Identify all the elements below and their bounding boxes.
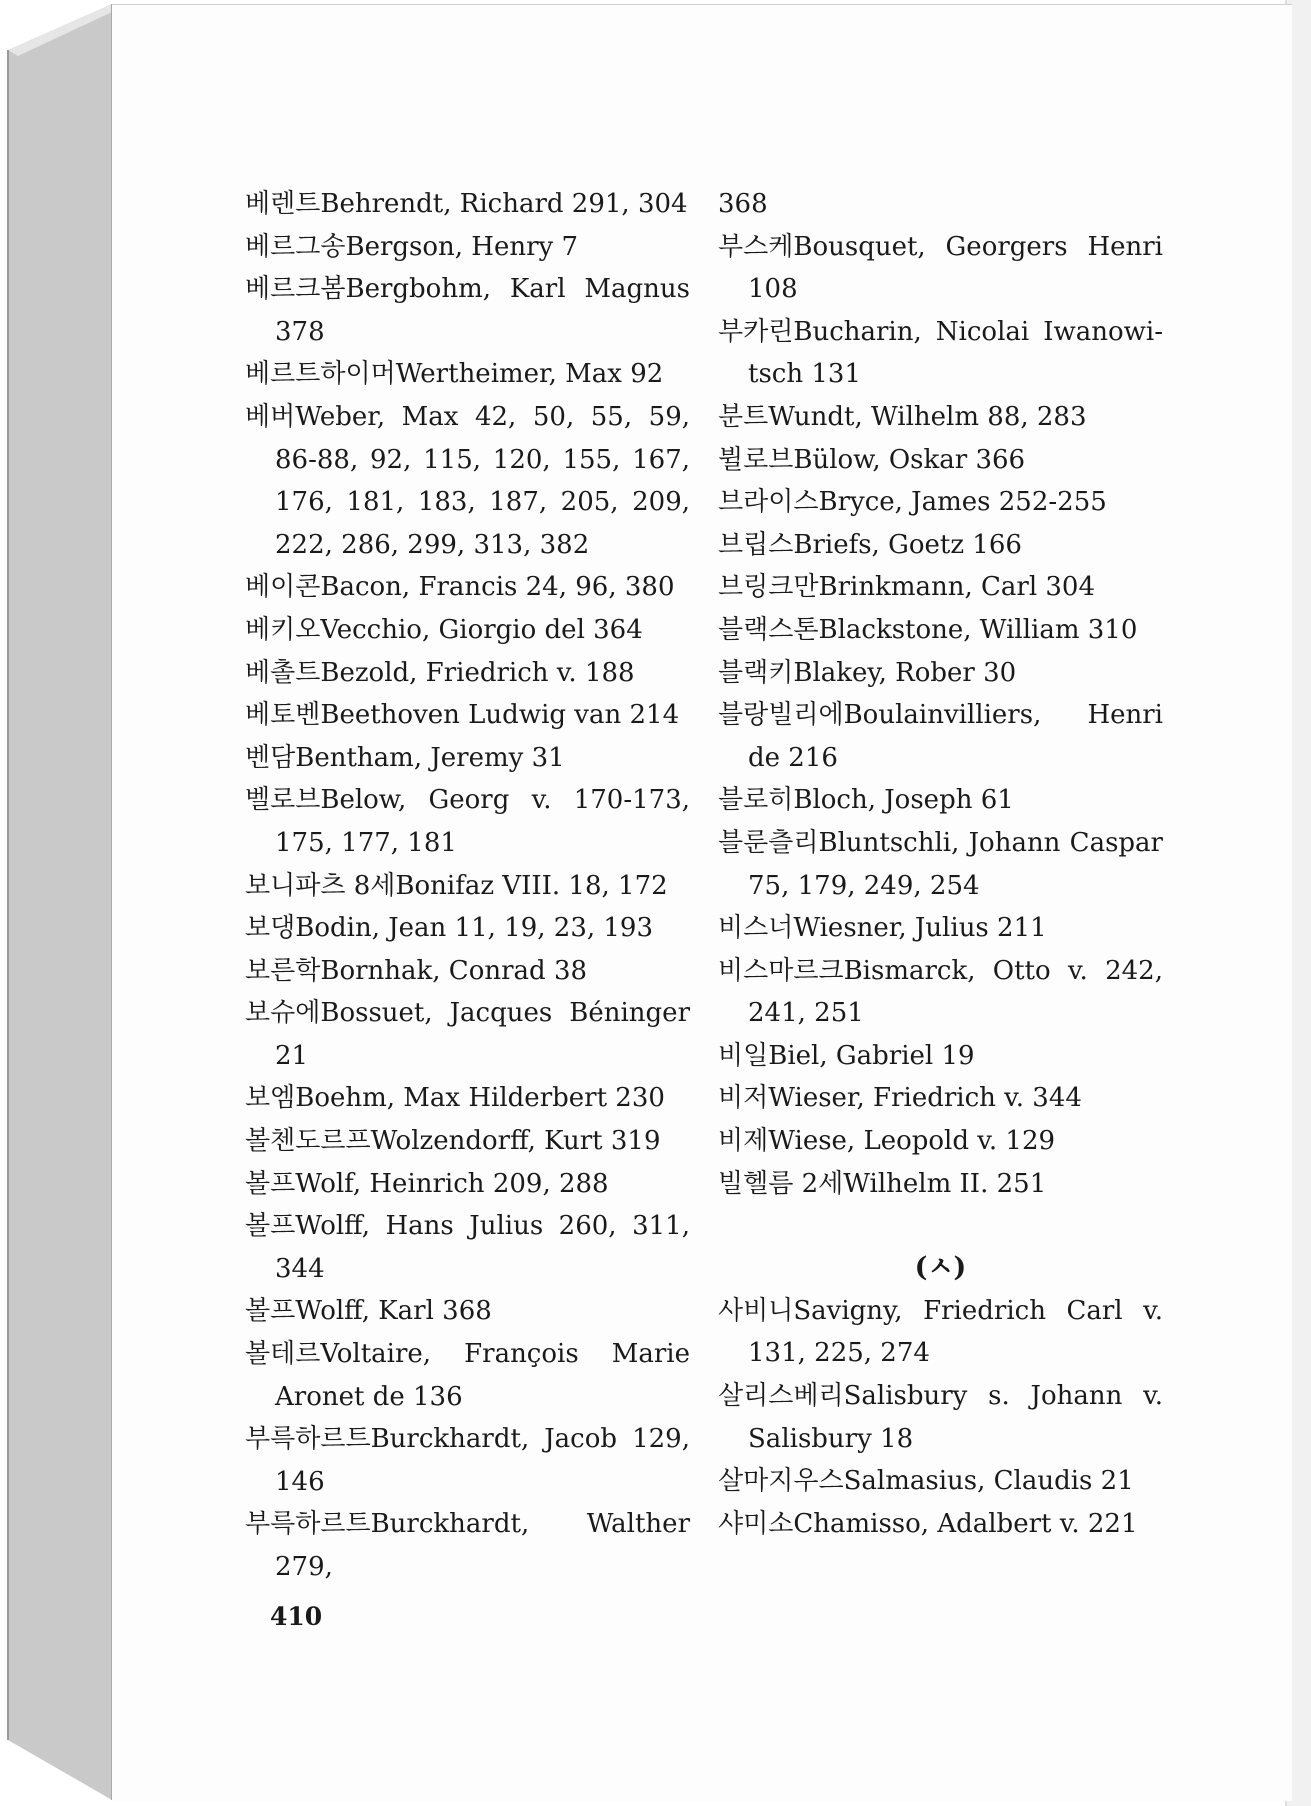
index-entry: 분트Wundt, Wilhelm 88, 283 xyxy=(718,401,1087,432)
index-entry: 보댕Bodin, Jean 11, 19, 23, 193 xyxy=(245,913,654,944)
index-entry: 부륵하르트Burckhardt, Walther 279, xyxy=(245,1509,690,1582)
index-entry: 브립스Briefs, Goetz 166 xyxy=(718,529,1022,560)
index-entry: 베촐트Bezold, Friedrich v. 188 xyxy=(245,657,635,688)
index-entry: 볼프Wolff, Hans Julius 260, 311, 344 xyxy=(245,1211,690,1284)
index-entry: 비제Wiese, Leopold v. 129 xyxy=(718,1126,1056,1157)
index-entry: 벨로브Below, Georg v. 170-173, 175, 177, 181 xyxy=(245,785,690,858)
index-entry: 브링크만Brinkmann, Carl 304 xyxy=(718,572,1096,603)
index-entry: 베르크봄Bergbohm, Karl Magnus 378 xyxy=(245,274,690,347)
index-entry: 뷜로브Bülow, Oskar 366 xyxy=(718,444,1026,475)
index-entry: 베르그송Bergson, Henry 7 xyxy=(245,231,579,262)
index-entry: 블랙스톤Blackstone, William 310 xyxy=(718,614,1138,645)
index-entry: 보슈에Bossuet, Jacques Béninger 21 xyxy=(245,998,690,1071)
index-entry: 베키오Vecchio, Giorgio del 364 xyxy=(245,614,643,645)
index-entry: 베버Weber, Max 42, 50, 55, 59, 86-88, 92, 115, 120, 155, 167, 176, 181, 183, 187, 205, 209, 222, 286, 299, 313, 382 xyxy=(245,401,690,560)
index-entry: 볼첸도르프Wolzendorff, Kurt 319 xyxy=(245,1126,661,1157)
index-entry: 샤미소Chamisso, Adalbert v. 221 xyxy=(718,1508,1138,1539)
index-entry: 살마지우스Salmasius, Claudis 21 xyxy=(718,1466,1134,1497)
index-entry: 보니파츠 8세Bonifaz VIII. 18, 172 xyxy=(245,870,668,901)
index-entry: 보엠Boehm, Max Hilderbert 230 xyxy=(245,1083,665,1114)
index-entry: 베르트하이머Wertheimer, Max 92 xyxy=(245,359,664,390)
index-column-left xyxy=(245,183,690,1589)
index-entry: 베렌트Behrendt, Richard 291, 304 xyxy=(245,189,688,219)
index-entry: 살리스베리Salisbury s. Johann v. Salisbury 18 xyxy=(718,1381,1163,1454)
index-entry: 보른학Bornhak, Conrad 38 xyxy=(245,955,588,986)
index-entry: 블룬츨리Bluntschli, Johann Caspar 75, 179, 249, 254 xyxy=(718,827,1163,901)
index-entry: 블로히Bloch, Joseph 61 xyxy=(718,785,1014,816)
index-entry: 볼프Wolff, Karl 368 xyxy=(245,1296,492,1327)
index-entry: 빌헬름 2세Wilhelm II. 251 xyxy=(718,1168,1047,1199)
index-entry: 베이콘Bacon, Francis 24, 96, 380 xyxy=(245,572,675,603)
index-entry: 블랙키Blakey, Rober 30 xyxy=(718,657,1017,688)
index-entry: 부카린Bucharin, Nicolai Iwanowi-tsch 131 xyxy=(718,316,1163,390)
index-entry: 볼테르Voltaire, François Marie Aronet de 136 xyxy=(245,1339,690,1412)
index-entry: 사비니Savigny, Friedrich Carl v. 131, 225, 274 xyxy=(718,1295,1163,1369)
index-entry: 비스너Wiesner, Julius 211 xyxy=(718,913,1047,944)
index-entry: 블랑빌리에Boulainvilliers, Henri de 216 xyxy=(718,700,1163,773)
section-heading: (ㅅ) xyxy=(914,1252,967,1284)
index-entry: 볼프Wolf, Heinrich 209, 288 xyxy=(245,1168,609,1199)
index-entry: 부륵하르트Burckhardt, Jacob 129, 146 xyxy=(245,1424,690,1497)
index-entry: 부스케Bousquet, Georgers Henri 108 xyxy=(718,231,1163,305)
index-entry: 비스마르크Bismarck, Otto v. 242, 241, 251 xyxy=(718,955,1163,1029)
index-entry: 368 xyxy=(718,189,768,219)
index-entry: 비일Biel, Gabriel 19 xyxy=(718,1040,975,1071)
index-entry: 브라이스Bryce, James 252-255 xyxy=(718,487,1107,518)
page-number: 410 xyxy=(270,1602,323,1631)
index-entry: 비저Wieser, Friedrich v. 344 xyxy=(718,1083,1082,1114)
index-entry: 벤담Bentham, Jeremy 31 xyxy=(245,742,565,773)
index-entry: 베토벤Beethoven Ludwig van 214 xyxy=(245,700,680,731)
index-column-right xyxy=(718,183,1163,1545)
